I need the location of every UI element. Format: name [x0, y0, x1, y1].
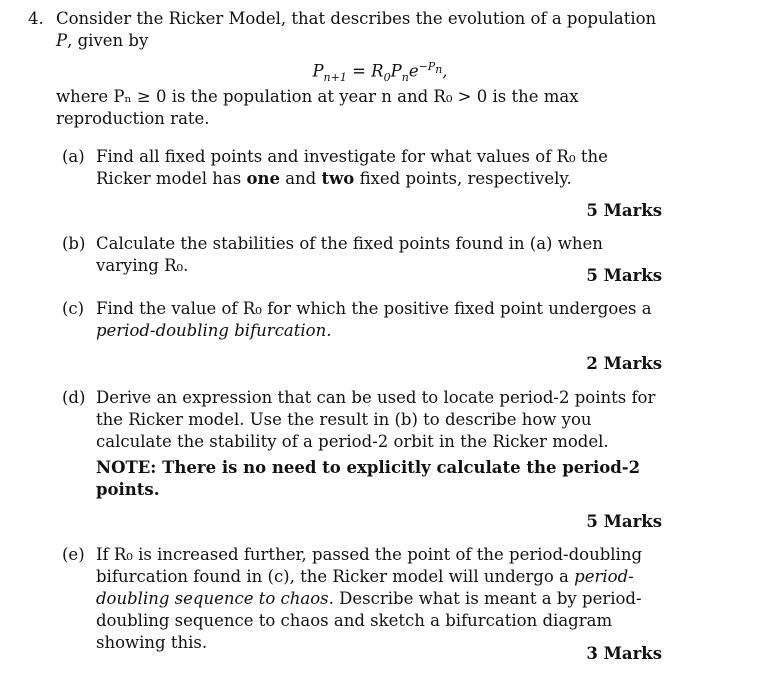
- marks-b: 5 Marks: [586, 266, 662, 285]
- part-label: (e): [62, 545, 85, 564]
- part-text: [96, 387, 662, 501]
- marks-d: 5 Marks: [586, 512, 662, 531]
- part-d-note: NOTE: There is no need to explicitly calculate the period-2 points.: [96, 458, 641, 499]
- part-label: (b): [62, 234, 86, 253]
- question-number: 4.: [28, 9, 44, 28]
- part-label: (c): [62, 299, 85, 318]
- part-text: If R₀ is increased further, passed the point of the period-doubling bifurcation found in (c), the Ricker model will undergo a period-doubling sequence to chaos. Describe what is meant a by period-doubling sequence to chaos and sketch a bifurcation diagram showing this.: [96, 545, 643, 652]
- part-text: Find all fixed points and investigate for what values of R₀ the Ricker model has one and two fixed points, respectively.: [96, 147, 608, 188]
- marks-c: 2 Marks: [586, 354, 662, 373]
- part-label: (d): [62, 388, 86, 407]
- part-text: Find the value of R₀ for which the positive fixed point undergoes a period-doubling bifurcation.: [96, 299, 652, 340]
- ricker-formula: $P_{n+1} = R_0P_ne^{-P_n}$,: [312, 60, 448, 84]
- marks-a: 5 Marks: [586, 201, 662, 220]
- part-d-main: Derive an expression that can be used to locate period-2 points for the Ricker model. Use the result in (b) to describe how you calculate the stability of a period-2 orbit in the Ricker model.: [96, 388, 656, 451]
- question-intro: Consider the Ricker Model, that describes the evolution of a population P, given by: [56, 9, 657, 50]
- marks-e: 3 Marks: [586, 644, 662, 663]
- where-clause: where Pₙ ≥ 0 is the population at year n and R₀ > 0 is the max reproduction rate.: [56, 87, 579, 128]
- part-label: (a): [62, 147, 85, 166]
- part-text: Calculate the stabilities of the fixed points found in (a) when varying R₀.: [96, 234, 603, 275]
